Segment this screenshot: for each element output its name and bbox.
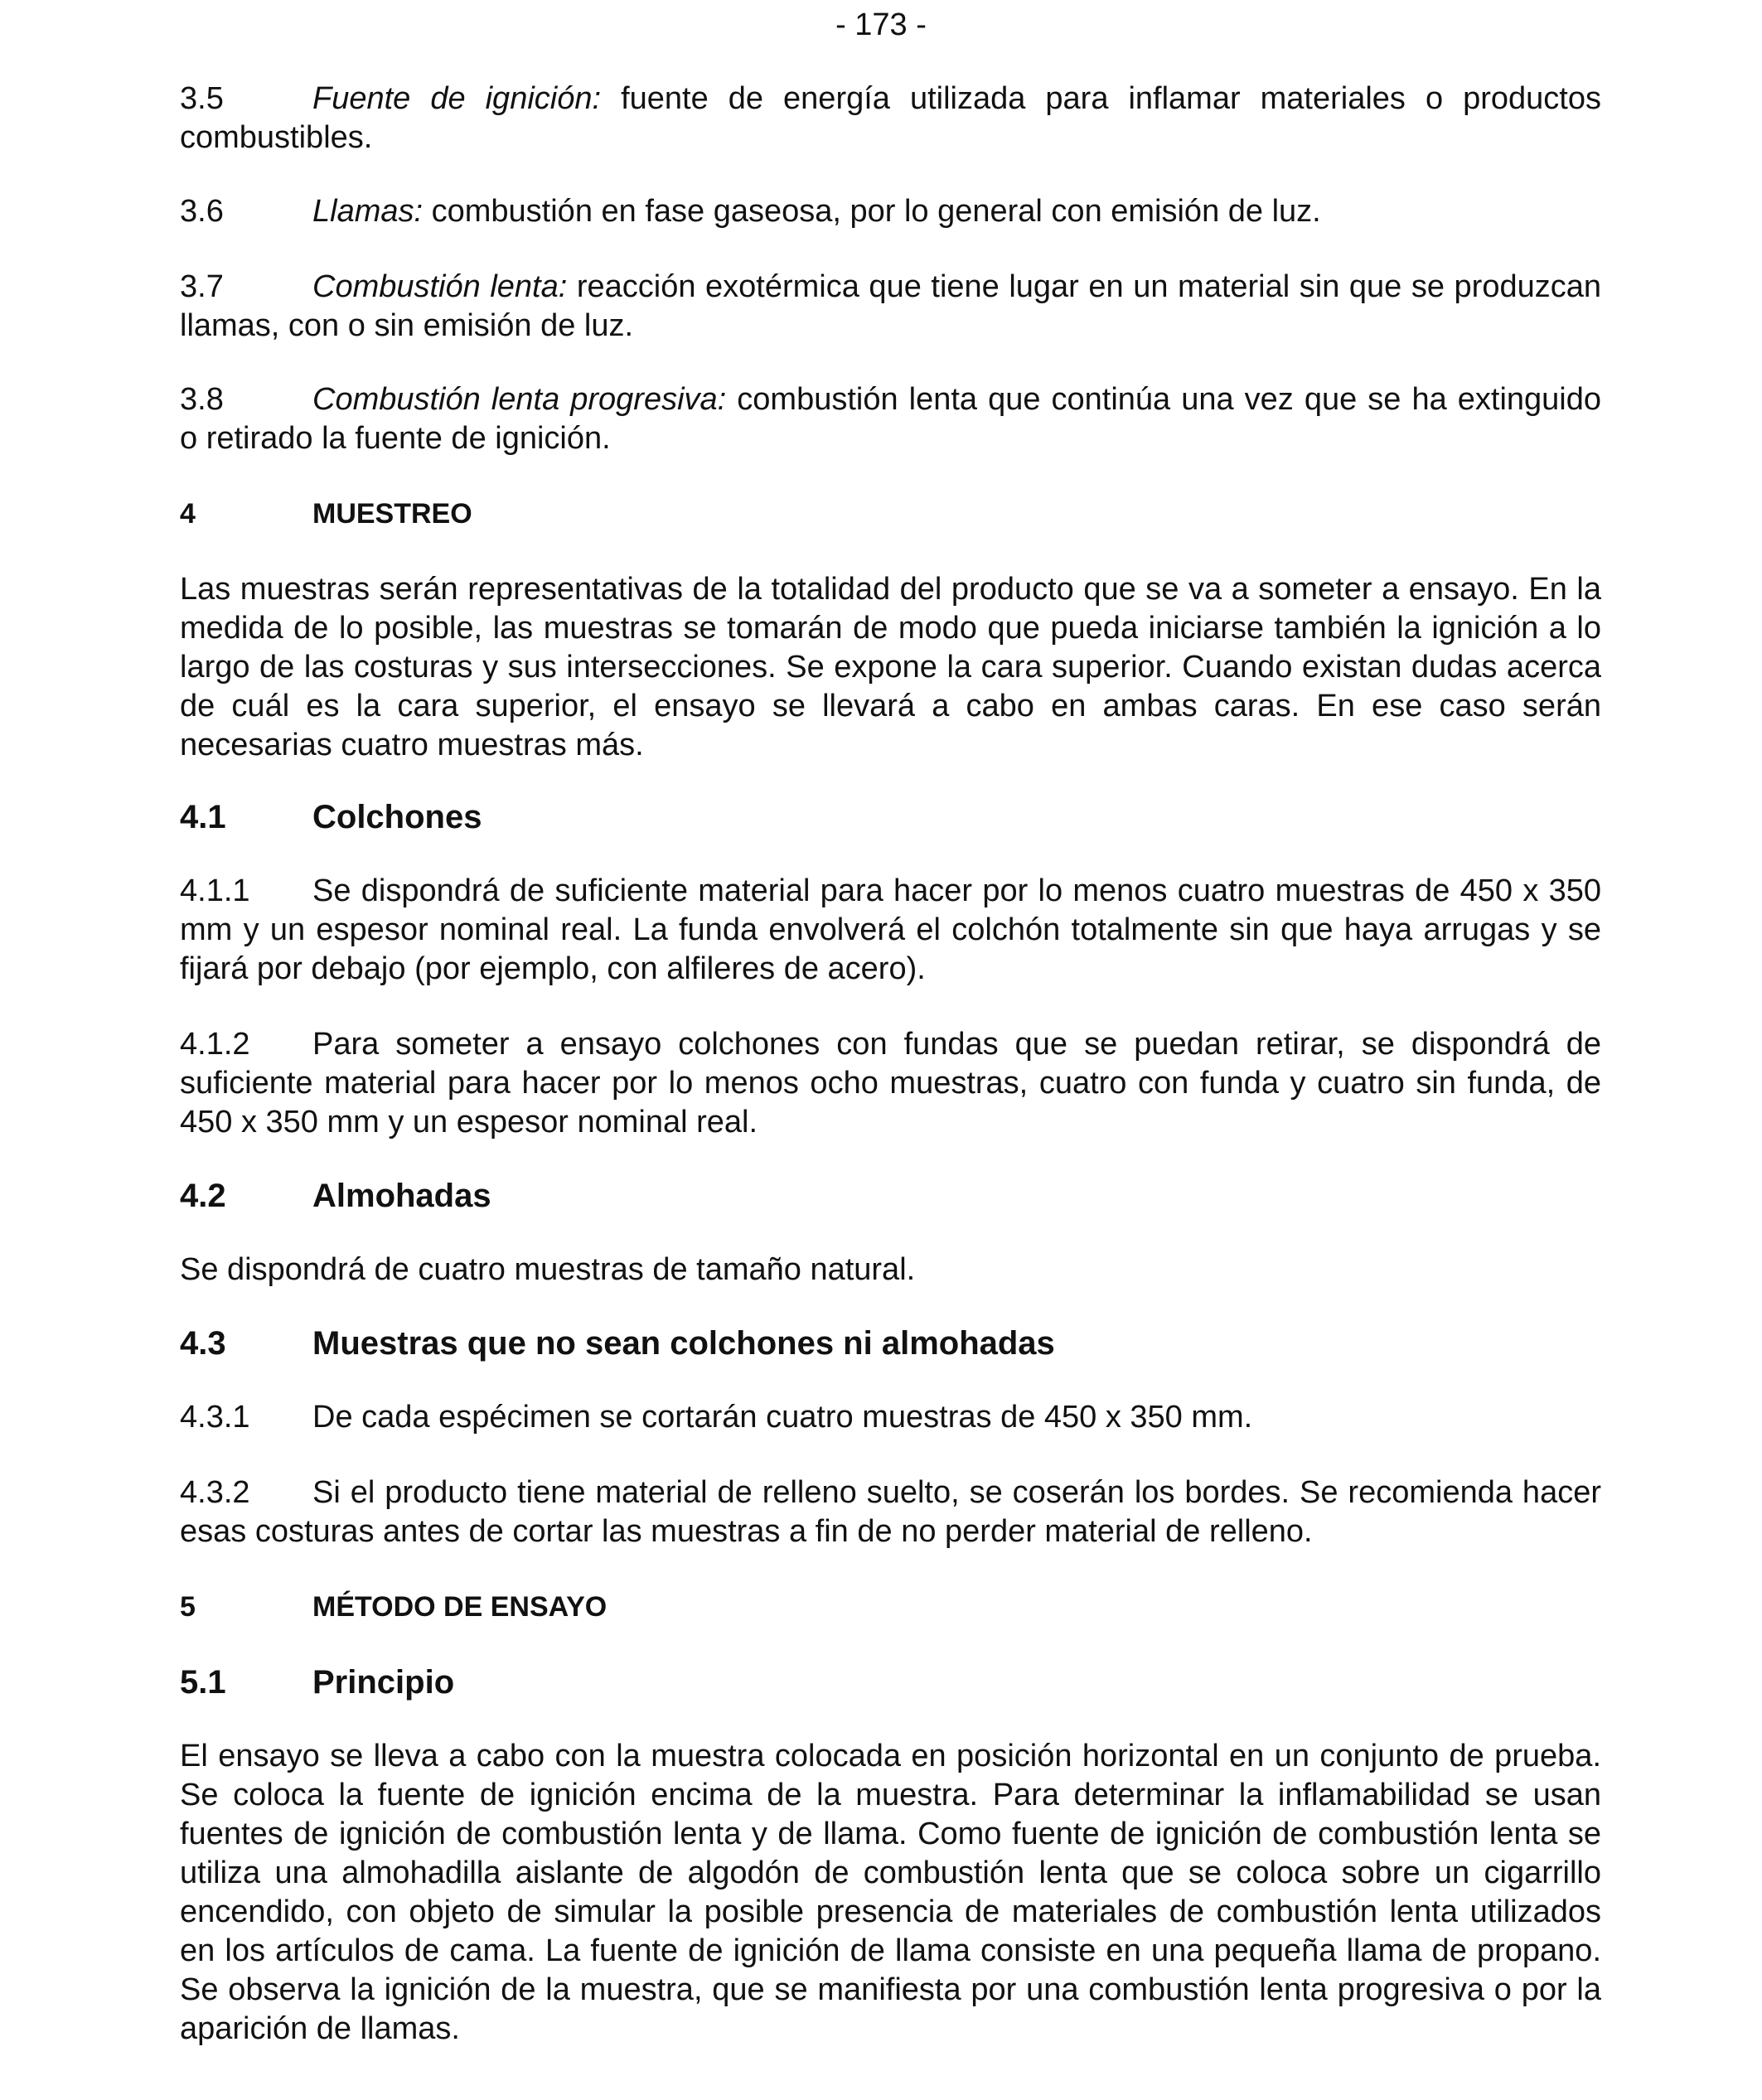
definition-3-8 [180, 380, 1601, 458]
paragraph-text: Se dispondrá de suficiente material para hacer por lo menos cuatro muestras de 450 x 350 mm y un espesor nominal real. La funda envolverá el colchón totalmente sin que haya arrugas y se fijará por debajo (por ejemplo, con alfileres de acero). [180, 873, 1601, 986]
subsection-heading-principio [180, 1663, 1601, 1702]
paragraph-4-1-2 [180, 1025, 1601, 1142]
definition-3-7 [180, 268, 1601, 346]
definition-number: 3.7 [180, 269, 224, 304]
paragraph-almohadas: Se dispondrá de cuatro muestras de tamaño natural. [180, 1252, 916, 1287]
definition-term: Combustión lenta progresiva: [312, 382, 727, 417]
definition-3-5 [180, 80, 1601, 157]
subsection-title: Principio [312, 1664, 455, 1701]
subsection-number: 5.1 [180, 1664, 226, 1701]
subsection-heading-colchones [180, 798, 1601, 837]
paragraph-text: De cada espécimen se cortarán cuatro muestras de 450 x 350 mm. [312, 1400, 1253, 1435]
definition-term: Llamas: [312, 194, 424, 229]
subsection-number: 4.3 [180, 1325, 226, 1362]
definition-number: 3.5 [180, 81, 224, 116]
paragraph-4-1-1 [180, 872, 1601, 989]
definition-text: combustión lenta que continúa una vez que se ha extinguido o retirado la fuente de ignición. [180, 382, 1602, 456]
definition-text: reacción exotérmica que tiene lugar en un material sin que se produzcan llamas, con o sin emisión de luz. [180, 269, 1601, 343]
subsection-title: Muestras que no sean colchones ni almohadas [312, 1325, 1055, 1362]
page-number: - 173 - [835, 7, 927, 42]
subsection-title: Almohadas [312, 1178, 491, 1214]
paragraph-number: 4.3.1 [180, 1400, 250, 1435]
paragraph-4-3-1 [180, 1398, 1601, 1437]
paragraph-number: 4.1.1 [180, 873, 250, 908]
section-title: MÉTODO DE ENSAYO [312, 1591, 608, 1623]
paragraph-principio: El ensayo se lleva a cabo con la muestra colocada en posición horizontal en un conjunto de prueba. Se coloca la fuente de ignición encima de la muestra. Para determinar la inflamabilidad se usan fuentes de ignición de combustión lenta y de llama. Como fuente de ignición de combustión lenta se utiliza una almohadilla aislante de algodón de combustión lenta que se coloca sobre un cigarrillo encendido, con objeto de simular la posible presencia de materiales de combustión lenta utilizados en los artículos de cama. La fuente de ignición de llama consiste en una pequeña llama de propano. Se observa la ignición de la muestra, que se manifiesta por una combustión lenta progresiva o por la aparición de llamas. [180, 1739, 1601, 2046]
section-heading-muestreo [180, 495, 1601, 534]
subsection-title: Colchones [312, 799, 482, 835]
subsection-heading-otras-muestras [180, 1324, 1601, 1363]
definition-text: fuente de energía utilizada para inflamar materiales o productos combustibles. [180, 81, 1601, 155]
subsection-heading-almohadas [180, 1177, 1601, 1216]
definition-term: Fuente de ignición: [312, 81, 602, 116]
definition-term: Combustión lenta: [312, 269, 568, 304]
definition-number: 3.6 [180, 194, 224, 229]
paragraph-number: 4.3.2 [180, 1475, 250, 1510]
section-number: 4 [180, 498, 196, 530]
definition-text: combustión en fase gaseosa, por lo general con emisión de luz. [431, 194, 1321, 229]
paragraph-text: Para someter a ensayo colchones con fundas que se puedan retirar, se dispondrá de suficiente material para hacer por lo menos ocho muestras, cuatro con funda y cuatro sin funda, de 450 x 350 mm y un espesor nominal real. [180, 1027, 1601, 1140]
paragraph-text: Si el producto tiene material de relleno suelto, se coserán los bordes. Se recomienda hacer esas costuras antes de cortar las muestras a fin de no perder material de relleno. [180, 1475, 1601, 1549]
paragraph-number: 4.1.2 [180, 1027, 250, 1062]
subsection-number: 4.2 [180, 1178, 226, 1214]
page-content [180, 80, 1601, 2049]
section-number: 5 [180, 1591, 196, 1623]
definition-number: 3.8 [180, 382, 224, 417]
paragraph-4-3-2 [180, 1473, 1601, 1551]
definition-3-6 [180, 192, 1601, 231]
subsection-number: 4.1 [180, 799, 226, 835]
section-heading-metodo-de-ensayo [180, 1588, 1601, 1627]
paragraph-muestreo: Las muestras serán representativas de la totalidad del producto que se va a someter a ensayo. En la medida de lo posible, las muestras se tomarán de modo que pueda iniciarse también la ignición a lo largo de las costuras y sus intersecciones. Se expone la cara superior. Cuando existan dudas acerca de cuál es la cara superior, el ensayo se llevará a cabo en ambas caras. En ese caso serán necesarias cuatro muestras más. [180, 572, 1601, 762]
section-title: MUESTREO [312, 498, 472, 530]
